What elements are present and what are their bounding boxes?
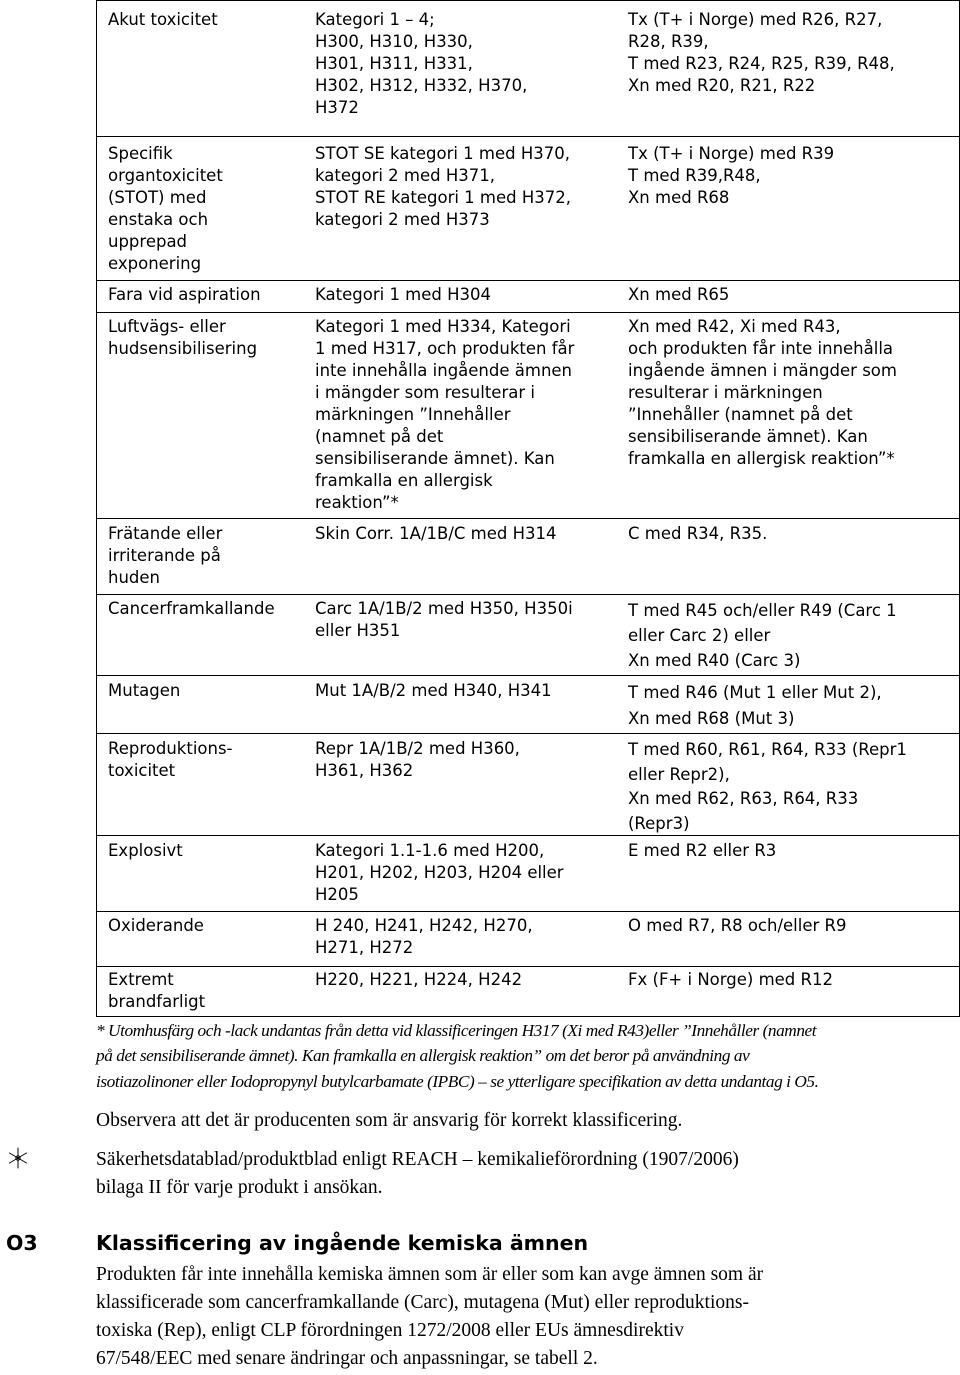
table-row	[97, 733, 959, 835]
risk-phrase-cell: Xn med R65	[628, 285, 730, 304]
clp-classification-cell: Kategori 1 med H334, Kategori 1 med H317, och produkten får inte innehålla ingående ämnen i mängder som resulterar i märkningen ”Innehåller (namnet på det sensibiliserande ämnet). Kan framkalla en allergisk reaktion”*	[315, 317, 575, 512]
reach-requirement-text: Säkerhetsdatablad/produktblad enligt REACH – kemikalieförordning (1907/2006) bilaga II för varje produkt i ansökan.	[96, 1149, 739, 1198]
table-row	[97, 966, 959, 1016]
clp-classification-cell: Mut 1A/B/2 med H340, H341	[315, 681, 552, 700]
section-number: O3	[6, 1231, 38, 1255]
hazard-class-cell: Akut toxicitet	[108, 10, 218, 29]
clp-classification-cell: Carc 1A/1B/2 med H350, H350i eller H351	[315, 599, 573, 640]
hazard-class-cell: Oxiderande	[108, 916, 204, 935]
risk-phrase-cell: T med R60, R61, R64, R33 (Repr1 eller Repr2), Xn med R62, R63, R64, R33 (Repr3)	[628, 740, 907, 833]
hazard-class-cell: Frätande eller irriterande på huden	[108, 524, 223, 587]
clp-classification-cell: STOT SE kategori 1 med H370, kategori 2 med H371, STOT RE kategori 1 med H372, kategori 2 med H373	[315, 144, 572, 229]
table-row	[97, 594, 959, 675]
hazard-class-cell: Specifik organtoxicitet (STOT) med enstaka och upprepad exponering	[108, 144, 223, 273]
risk-phrase-cell: Xn med R42, Xi med R43, och produkten får inte innehålla ingående ämnen i mängder som resulterar i märkningen ”Innehåller (namnet på det sensibiliserande ämnet). Kan framkalla en allergisk reaktion”*	[628, 317, 897, 468]
hazard-class-cell: Luftvägs- eller hudsensibilisering	[108, 317, 258, 358]
risk-phrase-cell: E med R2 eller R3	[628, 841, 777, 860]
hazard-class-cell: Fara vid aspiration	[108, 285, 261, 304]
clp-classification-cell: Kategori 1 med H304	[315, 285, 492, 304]
table-row	[97, 0, 959, 136]
hazard-class-cell: Explosivt	[108, 841, 183, 860]
table-row	[97, 835, 959, 911]
hazard-class-cell: Extremt brandfarligt	[108, 970, 206, 1011]
risk-phrase-cell: T med R46 (Mut 1 eller Mut 2), Xn med R68 (Mut 3)	[628, 683, 882, 728]
clp-classification-cell: Repr 1A/1B/2 med H360, H361, H362	[315, 739, 520, 780]
risk-phrase-cell: Tx (T+ i Norge) med R26, R27, R28, R39, T med R23, R24, R25, R39, R48, Xn med R20, R21, R22	[628, 10, 895, 95]
asterisk-outline-icon	[8, 1146, 28, 1170]
section-body: Produkten får inte innehålla kemiska ämnen som är eller som kan avge ämnen som är klassificerade som cancerframkallande (Carc), mutagena (Mut) eller reproduktions- toxiska (Rep), enligt CLP förordningen 1272/2008 eller EUs ämnesdirektiv 67/548/EEC med senare ändringar och anpassningar, se tabell 2.	[96, 1264, 764, 1369]
table-row	[97, 280, 959, 312]
hazard-class-cell: Mutagen	[108, 681, 181, 700]
risk-phrase-cell: T med R45 och/eller R49 (Carc 1 eller Carc 2) eller Xn med R40 (Carc 3)	[628, 601, 897, 670]
clp-classification-cell: Kategori 1.1-1.6 med H200, H201, H202, H203, H204 eller H205	[315, 841, 564, 904]
table-row	[97, 518, 959, 594]
table-row	[97, 136, 959, 280]
risk-phrase-cell: O med R7, R8 och/eller R9	[628, 916, 847, 935]
risk-phrase-cell: Tx (T+ i Norge) med R39 T med R39,R48, Xn med R68	[628, 144, 835, 207]
responsibility-note: Observera att det är producenten som är ansvarig för korrekt klassificering.	[96, 1110, 683, 1131]
risk-phrase-cell: C med R34, R35.	[628, 524, 768, 543]
clp-classification-cell: H220, H221, H224, H242	[315, 970, 523, 989]
clp-classification-cell: Skin Corr. 1A/1B/C med H314	[315, 524, 557, 543]
clp-classification-cell: Kategori 1 – 4; H300, H310, H330, H301, H311, H331, H302, H312, H332, H370, H372	[315, 10, 528, 117]
section-title: Klassificering av ingående kemiska ämnen	[96, 1231, 589, 1255]
table-row	[97, 312, 959, 518]
table-footnote: * Utomhusfärg och -lack undantas från detta vid klassificeringen H317 (Xi med R43)eller ”Innehåller (namnet på det sensibiliserande ämnet). Kan framkalla en allergisk reaktion” om det beror på användning av isotiazolinoner eller Iodopropynyl butylcarbamate (IPBC) – se ytterligare specifikation av detta undantag i O5.	[96, 1021, 819, 1091]
table-row	[97, 911, 959, 966]
table-row	[97, 675, 959, 733]
hazard-class-cell: Cancerframkallande	[108, 599, 275, 618]
hazard-class-cell: Reproduktions- toxicitet	[108, 739, 233, 780]
risk-phrase-cell: Fx (F+ i Norge) med R12	[628, 970, 833, 989]
clp-classification-cell: H 240, H241, H242, H270, H271, H272	[315, 916, 533, 957]
classification-table	[96, 0, 960, 1017]
